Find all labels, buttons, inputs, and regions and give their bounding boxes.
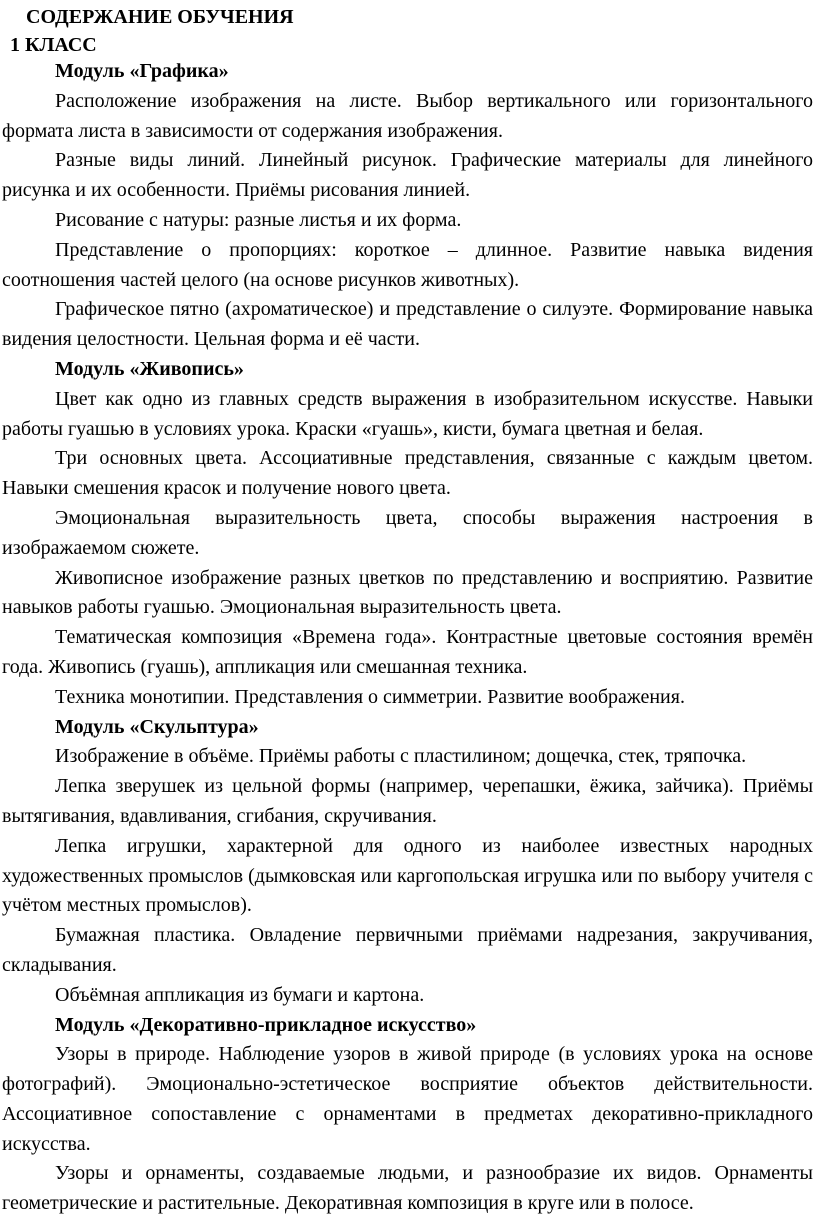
paragraph: Графическое пятно (ахроматическое) и представление о силуэте. Формирование навыка видения целостности. Цельная форма и её части. [2, 295, 813, 355]
paragraph: Объёмная аппликация из бумаги и картона. [2, 981, 813, 1011]
module-heading: Модуль «Скульптура» [2, 713, 813, 743]
module-heading: Модуль «Графика» [2, 57, 813, 87]
paragraph: Три основных цвета. Ассоциативные представления, связанные с каждым цветом. Навыки смешения красок и получение нового цвета. [2, 444, 813, 504]
paragraph: Тематическая композиция «Времена года». Контрастные цветовые состояния времён года. Живопись (гуашь), аппликация или смешанная техника. [2, 623, 813, 683]
paragraph: Лепка зверушек из цельной формы (например, черепашки, ёжика, зайчика). Приёмы вытягивания, вдавливания, сгибания, скручивания. [2, 772, 813, 832]
module-heading: Модуль «Живопись» [2, 355, 813, 385]
paragraph: Техника монотипии. Представления о симметрии. Развитие воображения. [2, 683, 813, 713]
paragraph: Разные виды линий. Линейный рисунок. Графические материалы для линейного рисунка и их особенности. Приёмы рисования линией. [2, 146, 813, 206]
paragraph: Узоры в природе. Наблюдение узоров в живой природе (в условиях урока на основе фотографий). Эмоционально-эстетическое восприятие объектов действительности. Ассоциативное сопоставление с орнаментами в предметах декоративно-прикладного искусства. [2, 1040, 813, 1159]
paragraph: Расположение изображения на листе. Выбор вертикального или горизонтального формата листа в зависимости от содержания изображения. [2, 87, 813, 147]
module-sculpture [2, 713, 813, 1011]
paragraph: Лепка игрушки, характерной для одного из наиболее известных народных художественных промыслов (дымковская или каргопольская игрушка или по выбору учителя с учётом местных промыслов). [2, 832, 813, 921]
document-body [2, 57, 813, 1219]
module-graphics [2, 57, 813, 355]
document-title: СОДЕРЖАНИЕ ОБУЧЕНИЯ [26, 3, 294, 31]
paragraph: Бумажная пластика. Овладение первичными приёмами надрезания, закручивания, складывания. [2, 921, 813, 981]
module-painting [2, 355, 813, 713]
module-heading: Модуль «Декоративно-прикладное искусство» [2, 1011, 813, 1041]
paragraph: Цвет как одно из главных средств выражения в изобразительном искусстве. Навыки работы гуашью в условиях урока. Краски «гуашь», кисти, бумага цветная и белая. [2, 385, 813, 445]
paragraph: Представление о пропорциях: короткое – длинное. Развитие навыка видения соотношения частей целого (на основе рисунков животных). [2, 236, 813, 296]
paragraph: Живописное изображение разных цветков по представлению и восприятию. Развитие навыков работы гуашью. Эмоциональная выразительность цвета. [2, 564, 813, 624]
paragraph: Узоры и орнаменты, создаваемые людьми, и разнообразие их видов. Орнаменты геометрические и растительные. Декоративная композиция в круге или в полосе. [2, 1159, 813, 1219]
module-decorative-art [2, 1011, 813, 1219]
paragraph: Эмоциональная выразительность цвета, способы выражения настроения в изображаемом сюжете. [2, 504, 813, 564]
grade-heading: 1 КЛАСС [10, 31, 97, 59]
paragraph: Рисование с натуры: разные листья и их форма. [2, 206, 813, 236]
paragraph: Изображение в объёме. Приёмы работы с пластилином; дощечка, стек, тряпочка. [2, 742, 813, 772]
